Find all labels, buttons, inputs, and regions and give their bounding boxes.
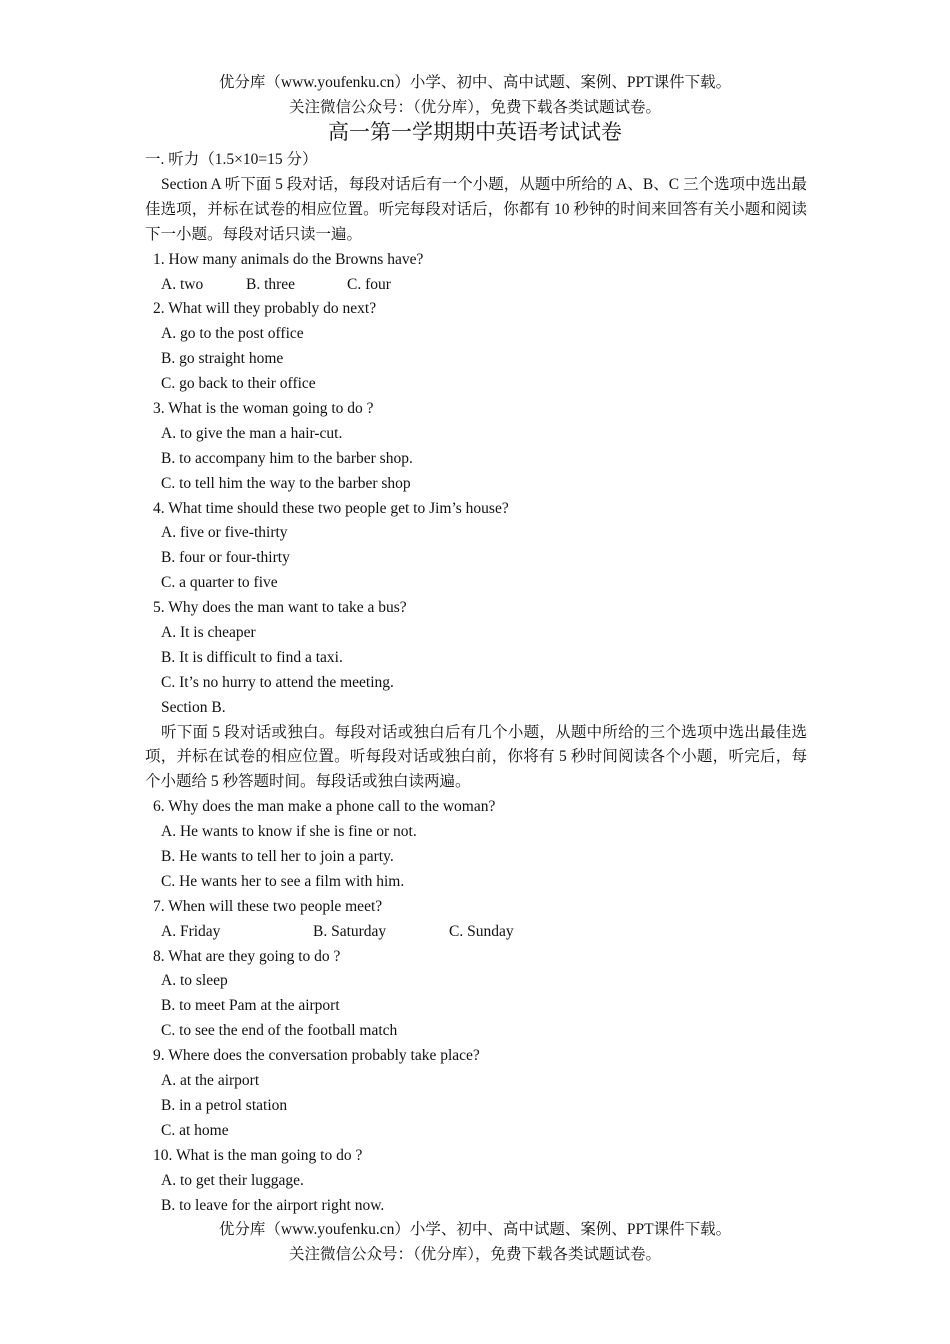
- question-text: 1. How many animals do the Browns have?: [153, 250, 424, 268]
- question-text: 9. Where does the conversation probably take place?: [153, 1047, 480, 1065]
- option: C. go back to their office: [161, 375, 316, 393]
- option: B. three: [246, 275, 296, 293]
- option: A. to sleep: [161, 972, 228, 990]
- option: C. It’s no hurry to attend the meeting.: [161, 673, 394, 691]
- site-banner-line-2: 关注微信公众号：（优分库），免费下载各类试题试卷。: [288, 99, 661, 116]
- site-footer-line-1: 优分库（www.youfenku.cn）小学、初中、高中试题、案例、PPT课件下载。: [218, 1221, 732, 1238]
- exam-body: [145, 148, 807, 1218]
- option: C. Sunday: [449, 922, 514, 940]
- section-b-instructions: 听下面 5 段对话或独白。每段对话或独白后有几个小题，从题中所给的三个选项中选出最佳选项，并标在试卷的相应位置。听每段对话或独白前，你将有 5 秒时间阅读各个小题，听完后，每个小题给 5 秒答题时间。每段话或独白读两遍。: [145, 723, 807, 791]
- option: B. to accompany him to the barber shop.: [161, 449, 413, 467]
- question-text: 2. What will they probably do next?: [153, 300, 377, 318]
- option: A. at the airport: [161, 1072, 260, 1090]
- option: B. It is difficult to find a taxi.: [161, 648, 343, 666]
- option: C. at home: [161, 1121, 229, 1139]
- option: A. He wants to know if she is fine or not.: [161, 823, 417, 841]
- section-b-label: Section B.: [161, 698, 226, 716]
- question-text: 4. What time should these two people get to Jim’s house?: [153, 499, 509, 517]
- option: A. It is cheaper: [161, 623, 256, 641]
- option: A. five or five-thirty: [161, 524, 288, 542]
- site-footer-line-2: 关注微信公众号：（优分库），免费下载各类试题试卷。: [288, 1246, 661, 1263]
- site-banner-line-1: 优分库（www.youfenku.cn）小学、初中、高中试题、案例、PPT课件下载。: [218, 74, 732, 91]
- part-heading: 一. 听力（1.5×10=15 分）: [145, 151, 318, 168]
- option-row: [145, 920, 807, 945]
- option: B. to leave for the airport right now.: [161, 1196, 385, 1214]
- option: C. to see the end of the football match: [161, 1022, 398, 1040]
- option: C. a quarter to five: [161, 574, 278, 592]
- option: B. four or four-thirty: [161, 549, 290, 567]
- question-text: 10. What is the man going to do ?: [153, 1146, 363, 1164]
- option: B. Saturday: [313, 922, 387, 940]
- option: C. four: [347, 275, 391, 293]
- option: B. to meet Pam at the airport: [161, 997, 340, 1015]
- option: B. in a petrol station: [161, 1096, 288, 1114]
- option: A. two: [161, 275, 204, 293]
- question-text: 5. Why does the man want to take a bus?: [153, 599, 407, 617]
- option: B. He wants to tell her to join a party.: [161, 848, 394, 866]
- option-row: [145, 273, 807, 298]
- question-text: 8. What are they going to do ?: [153, 947, 341, 965]
- option: A. to give the man a hair-cut.: [161, 424, 343, 442]
- question-text: 6. Why does the man make a phone call to the woman?: [153, 798, 496, 816]
- question-text: 3. What is the woman going to do ?: [153, 399, 374, 417]
- option: A. to get their luggage.: [161, 1171, 304, 1189]
- option: A. go to the post office: [161, 325, 304, 343]
- question-text: 7. When will these two people meet?: [153, 897, 383, 915]
- option: C. to tell him the way to the barber shop: [161, 474, 411, 492]
- exam-title: 高一第一学期期中英语考试试卷: [328, 120, 622, 144]
- option: C. He wants her to see a film with him.: [161, 872, 405, 890]
- section-a-instructions: Section A 听下面 5 段对话，每段对话后有一个小题，从题中所给的 A、B、C 三个选项中选出最佳选项，并标在试卷的相应位置。听完每段对话后，你都有 10 秒钟的时间来回答有关小题和阅读下一小题。每段对话只读一遍。: [145, 175, 807, 243]
- option: A. Friday: [161, 922, 221, 940]
- option: B. go straight home: [161, 350, 284, 368]
